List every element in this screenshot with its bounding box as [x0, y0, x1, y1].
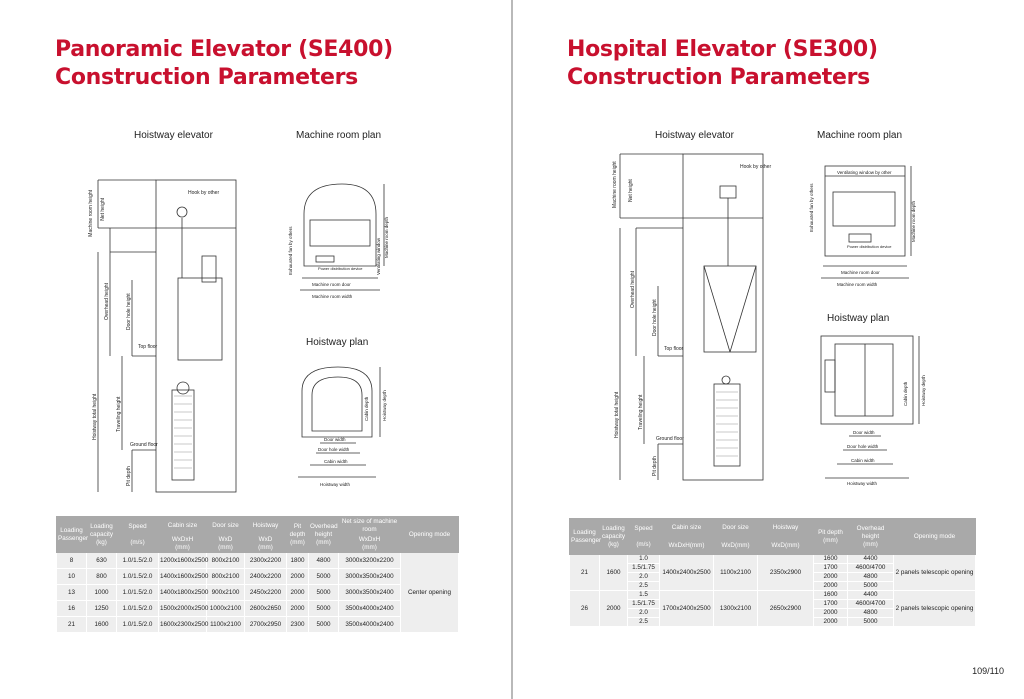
cell-cabin-size: 1400x1800x2500 [159, 585, 207, 601]
table-row [57, 601, 459, 617]
cell-passenger: 13 [57, 585, 87, 601]
label-net-height: Net height [100, 198, 106, 221]
th-overhead-height: Overhead height (mm) [848, 519, 894, 555]
cell-pit-depth: 2300 [287, 617, 309, 633]
th-cabin-size: Cabin size [660, 519, 714, 537]
label-hoistway-depth: Hoistway depth [921, 375, 926, 406]
cell-pit-depth: 2000 [814, 582, 848, 591]
th-hoistway: Hoistway [758, 519, 814, 537]
counterweight [714, 384, 740, 466]
cell-passenger: 26 [570, 591, 600, 627]
cell-speed: 2.0 [628, 609, 660, 618]
label-door-hole-height: Door hole height [652, 299, 658, 336]
cell-cabin-size: 1700x2400x2500 [660, 591, 714, 627]
cell-capacity: 800 [87, 569, 117, 585]
cell-pit-depth: 1700 [814, 564, 848, 573]
label-hoistway-total-height: Hoistway total height [92, 393, 98, 440]
label-ground-floor: Ground floor [130, 442, 158, 448]
th-pit-depth: Pit depth (mm) [287, 517, 309, 553]
machine-room-outline [304, 184, 376, 266]
label-traveling-height: Traveling height [116, 396, 122, 432]
cell-overhead: 5000 [309, 569, 339, 585]
cell-overhead: 4800 [309, 553, 339, 569]
th-speed: Speed (m/s) [628, 519, 660, 555]
cell-door-size: 800x2100 [207, 569, 245, 585]
th-net-size-sub: WxDxH (mm) [339, 535, 401, 553]
cell-capacity: 2000 [600, 591, 628, 627]
cell-overhead: 4800 [848, 609, 894, 618]
th-door-size: Door size [207, 517, 245, 535]
caption-hoistway-plan: Hoistway plan [306, 337, 369, 348]
cell-speed: 1.0/1.5/2.0 [117, 585, 159, 601]
cell-pit-depth: 2000 [287, 585, 309, 601]
label-hook-by-other: Hook by other [188, 190, 220, 196]
se300-spec-table [569, 518, 976, 627]
cell-hoistway: 2300x2200 [245, 553, 287, 569]
cell-cabin-size: 1600x2300x2500 [159, 617, 207, 633]
label-machine-room-door: Machine room door [312, 282, 351, 287]
cell-pit-depth: 2000 [287, 569, 309, 585]
cell-passenger: 21 [57, 617, 87, 633]
cell-overhead: 4800 [848, 573, 894, 582]
cell-net-size: 3000x3500x2400 [339, 569, 401, 585]
cell-overhead: 4400 [848, 555, 894, 564]
cell-door-size: 800x2100 [207, 553, 245, 569]
caption-machine-room-plan: Machine room plan [296, 130, 382, 141]
label-cabin-depth: Cabin depth [364, 396, 369, 421]
table-row [570, 555, 976, 564]
cell-overhead: 4600/4700 [848, 564, 894, 573]
table-row [57, 617, 459, 633]
hoistway-plan-drawing [280, 355, 390, 490]
cell-opening-mode: 2 panels telescopic opening [894, 591, 976, 627]
label-pit-depth: Pit depth [126, 466, 132, 486]
th-hoistway-sub: WxD(mm) [758, 537, 814, 555]
left-page [0, 0, 511, 699]
cell-cabin-size: 1400x1600x2500 [159, 569, 207, 585]
label-machine-room-height: Machine room height [88, 190, 94, 237]
table-row [57, 569, 459, 585]
th-opening-mode: Opening mode [401, 517, 459, 553]
label-net-height: Net height [628, 179, 634, 202]
cell-net-size: 3000x3200x2200 [339, 553, 401, 569]
label-machine-room-height: Machine room height [612, 161, 618, 208]
machine-room-outline [825, 166, 905, 256]
cell-hoistway: 2350x2900 [758, 555, 814, 591]
cell-speed: 1.0/1.5/2.0 [117, 569, 159, 585]
caption-hoistway-elevator: Hoistway elevator [134, 130, 213, 141]
cell-overhead: 5000 [309, 585, 339, 601]
caption-machine-room-plan: Machine room plan [817, 130, 903, 141]
cell-hoistway: 2650x2900 [758, 591, 814, 627]
cell-capacity: 1250 [87, 601, 117, 617]
hoistway-plan-outline [302, 367, 372, 437]
cell-passenger: 8 [57, 553, 87, 569]
th-loading-capacity: Loading capacity (kg) [600, 519, 628, 555]
cell-cabin-size: 1200x1600x2500 [159, 553, 207, 569]
cell-speed: 2.5 [628, 582, 660, 591]
label-power-distribution: Power distribution device [318, 266, 363, 271]
label-machine-room-width: Machine room width [312, 294, 353, 299]
machine-room-plan-drawing [280, 170, 390, 310]
cell-pit-depth: 2000 [814, 618, 848, 627]
cell-speed: 1.0/1.5/2.0 [117, 601, 159, 617]
hoistway-plan-drawing [811, 332, 931, 487]
th-pit-depth: Pit depth (mm) [814, 519, 848, 555]
cell-hoistway: 2700x2950 [245, 617, 287, 633]
hoistway-shaft-outline [683, 154, 763, 480]
cell-overhead: 4400 [848, 591, 894, 600]
label-ventilating-window: Ventilating window by other [837, 170, 892, 175]
th-loading-passenger: Loading Passenger [570, 519, 600, 555]
label-top-floor: Top floor [664, 346, 684, 352]
cell-door-size: 1100x2100 [714, 555, 758, 591]
caption-hoistway-elevator: Hoistway elevator [655, 130, 734, 141]
label-exhausted-fan: Exhausted fan by others [288, 226, 293, 275]
th-opening-mode: Opening mode [894, 519, 976, 555]
cell-net-size: 3500x4000x2400 [339, 601, 401, 617]
label-traveling-height: Traveling height [638, 394, 644, 430]
cell-passenger: 21 [570, 555, 600, 591]
cell-speed: 1.0 [628, 555, 660, 564]
page-title-se300 [567, 36, 878, 92]
counterweight [172, 390, 194, 480]
th-speed: Speed (m/s) [117, 517, 159, 553]
caption-hoistway-plan: Hoistway plan [827, 313, 890, 324]
cell-pit-depth: 2000 [814, 573, 848, 582]
cell-door-size: 1100x2100 [207, 617, 245, 633]
label-hoistway-width: Hoistway width [847, 481, 878, 486]
cell-passenger: 16 [57, 601, 87, 617]
th-loading-capacity: Loading capacity (kg) [87, 517, 117, 553]
cell-pit-depth: 2000 [287, 601, 309, 617]
label-door-hole-width: Door hole width [318, 447, 350, 452]
label-ventilating-window: Ventilating window [376, 237, 381, 275]
label-machine-room-depth: Machine room depth [911, 200, 916, 242]
table-row [57, 553, 459, 569]
cell-net-size: 3000x3500x2400 [339, 585, 401, 601]
right-page [513, 0, 1024, 699]
cell-speed: 1.5 [628, 591, 660, 600]
title-line-1: Hospital Elevator (SE300) [567, 37, 878, 62]
cell-pit-depth: 2000 [814, 609, 848, 618]
cabin-outline [178, 278, 222, 360]
cell-speed: 1.0/1.5/2.0 [117, 617, 159, 633]
th-hoistway: Hoistway [245, 517, 287, 535]
cell-cabin-size: 1500x2000x2500 [159, 601, 207, 617]
hoistway-elevator-drawing [80, 170, 250, 500]
cell-pit-depth: 1600 [814, 591, 848, 600]
cell-door-size: 1000x2100 [207, 601, 245, 617]
label-machine-room-door: Machine room door [841, 270, 880, 275]
label-machine-room-depth: Machine room depth [384, 216, 389, 258]
cell-hoistway: 2450x2200 [245, 585, 287, 601]
page-number: 109/110 [972, 666, 1004, 676]
label-overhead-height: Overhead height [104, 283, 110, 320]
th-door-size: Door size [714, 519, 758, 537]
hoistway-elevator-drawing [608, 148, 783, 488]
title-line-2: Construction Parameters [55, 65, 358, 90]
title-line-1: Panoramic Elevator (SE400) [55, 37, 393, 62]
cell-capacity: 1600 [87, 617, 117, 633]
cell-cabin-size: 1400x2400x2500 [660, 555, 714, 591]
title-line-2: Construction Parameters [567, 65, 870, 90]
label-power-distribution: Power distribution device [847, 244, 892, 249]
label-cabin-width: Cabin width [851, 458, 875, 463]
cell-capacity: 1000 [87, 585, 117, 601]
label-cabin-depth: Cabin depth [903, 381, 908, 406]
cell-overhead: 5000 [309, 601, 339, 617]
cell-capacity: 630 [87, 553, 117, 569]
cell-overhead: 5000 [848, 582, 894, 591]
label-ground-floor: Ground floor [656, 436, 684, 442]
cell-pit-depth: 1600 [814, 555, 848, 564]
cell-net-size: 3500x4000x2400 [339, 617, 401, 633]
cell-overhead: 4600/4700 [848, 600, 894, 609]
label-exhausted-fan: Exhausted fan by others [809, 183, 814, 232]
cell-opening-mode: 2 panels telescopic opening [894, 555, 976, 591]
label-overhead-height: Overhead height [630, 271, 636, 308]
th-loading-passenger: Loading Passenger [57, 517, 87, 553]
label-hoistway-width: Hoistway width [320, 482, 351, 487]
cabin-outline [704, 266, 756, 352]
th-overhead-height: Overhead height (mm) [309, 517, 339, 553]
cell-hoistway: 2600x2650 [245, 601, 287, 617]
page-title-se400 [55, 36, 393, 92]
th-hoistway-sub: WxD (mm) [245, 535, 287, 553]
table-row [570, 591, 976, 600]
th-door-size-sub: WxD (mm) [207, 535, 245, 553]
cell-hoistway: 2400x2200 [245, 569, 287, 585]
cell-opening-mode: Center opening [401, 553, 459, 633]
th-door-size-sub: WxD(mm) [714, 537, 758, 555]
label-top-floor: Top floor [138, 344, 158, 350]
label-pit-depth: Pit depth [652, 456, 658, 476]
cell-speed: 2.0 [628, 573, 660, 582]
cell-door-size: 1300x2100 [714, 591, 758, 627]
th-cabin-size: Cabin size [159, 517, 207, 535]
cell-speed: 2.5 [628, 618, 660, 627]
label-hoistway-depth: Hoistway depth [382, 390, 387, 421]
cell-pit-depth: 1700 [814, 600, 848, 609]
cell-overhead: 5000 [848, 618, 894, 627]
cell-speed: 1.0/1.5/2.0 [117, 553, 159, 569]
th-net-size: Net size of machine room [339, 517, 401, 535]
label-cabin-width: Cabin width [324, 459, 348, 464]
hoistway-shaft-outline [156, 180, 236, 492]
cell-capacity: 1600 [600, 555, 628, 591]
cell-overhead: 5000 [309, 617, 339, 633]
cell-speed: 1.5/1.75 [628, 600, 660, 609]
cell-passenger: 10 [57, 569, 87, 585]
label-door-width: Door width [324, 437, 346, 442]
label-door-hole-height: Door hole height [126, 293, 132, 330]
label-hook-by-other: Hook by other [740, 164, 772, 170]
se400-spec-table [56, 516, 459, 633]
th-cabin-size-sub: WxDxH (mm) [159, 535, 207, 553]
label-door-hole-width: Door hole width [847, 444, 879, 449]
table-row [57, 585, 459, 601]
label-machine-room-width: Machine room width [837, 282, 878, 287]
cell-speed: 1.5/1.75 [628, 564, 660, 573]
cell-pit-depth: 1800 [287, 553, 309, 569]
label-hoistway-total-height: Hoistway total height [614, 391, 620, 438]
machine-room-plan-drawing [803, 162, 918, 292]
th-cabin-size-sub: WxDxH(mm) [660, 537, 714, 555]
cell-door-size: 900x2100 [207, 585, 245, 601]
label-door-width: Door width [853, 430, 875, 435]
